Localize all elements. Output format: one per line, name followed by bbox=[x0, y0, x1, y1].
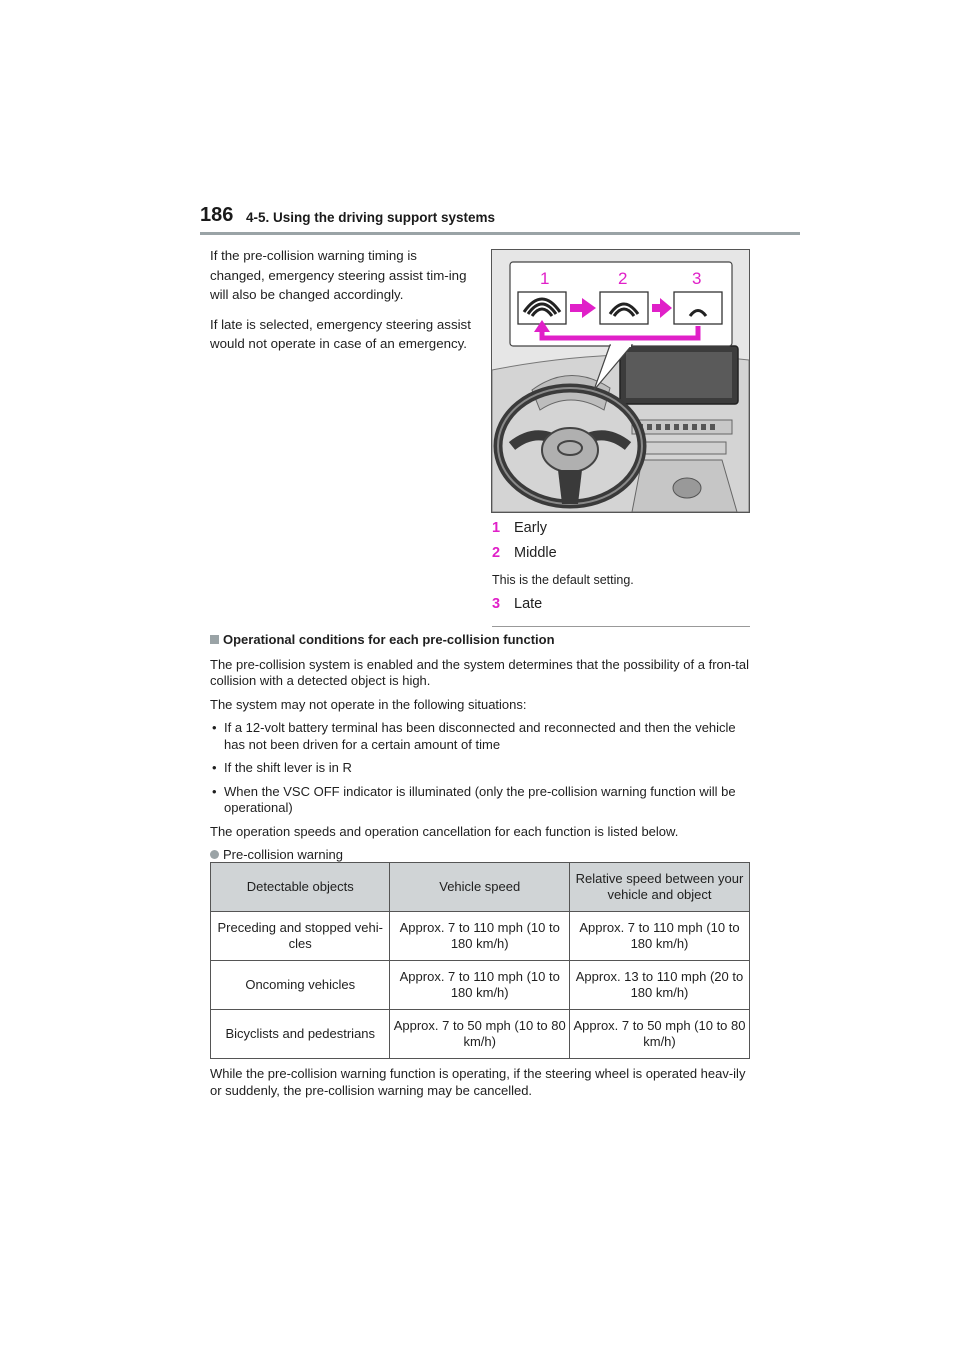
legend-item-early bbox=[492, 516, 752, 541]
table-cell: Oncoming vehicles bbox=[211, 961, 390, 1010]
legend-number: 2 bbox=[492, 545, 501, 561]
situation-list bbox=[210, 720, 750, 817]
cancellation-note: While the pre-collision warning function is operating, if the steering wheel is operated heav-ily or suddenly, the pre-collision warning may be cancelled. bbox=[210, 1066, 746, 1098]
list-item: • When the VSC OFF indicator is illuminated (only the pre-collision warning function will be operational) bbox=[210, 784, 750, 817]
operational-heading: Operational conditions for each pre-collision function bbox=[210, 632, 750, 649]
page-number: 186 bbox=[200, 204, 234, 226]
legend-number: 3 bbox=[492, 596, 501, 612]
column-header: Relative speed between your vehicle and object bbox=[569, 863, 749, 912]
callout-number-2: 2 bbox=[618, 269, 628, 288]
operational-conditions bbox=[210, 632, 750, 871]
list-item: • If a 12-volt battery terminal has been disconnected and reconnected and then the vehicle has not been driven for a certain amount of time bbox=[210, 720, 750, 753]
timing-legend bbox=[492, 516, 752, 617]
circle-bullet-icon bbox=[210, 850, 219, 859]
dashboard-illustration-svg bbox=[492, 250, 749, 512]
dashboard-illustration bbox=[491, 249, 750, 513]
table-cell: Approx. 13 to 110 mph (20 to 180 km/h) bbox=[569, 961, 749, 1010]
page-header bbox=[200, 204, 800, 236]
pre-collision-warning-table bbox=[210, 862, 750, 1059]
table-cell: Approx. 7 to 50 mph (10 to 80 km/h) bbox=[569, 1010, 749, 1059]
operational-paragraph-1: The pre-collision system is enabled and the system determines that the possibility of a fron-tal collision with a detected object is high. bbox=[210, 656, 750, 688]
default-setting-note: This is the default setting. bbox=[492, 573, 634, 587]
table-row bbox=[211, 912, 750, 961]
legend-label: Late bbox=[514, 596, 543, 612]
table-cell: Approx. 7 to 110 mph (10 to 180 km/h) bbox=[390, 912, 569, 961]
square-bullet-icon bbox=[210, 635, 219, 644]
section-title: 4-5. Using the driving support systems bbox=[246, 210, 496, 225]
callout-number-3: 3 bbox=[692, 269, 702, 288]
table-cell: Bicyclists and pedestrians bbox=[211, 1010, 390, 1059]
intro-paragraph-1: If the pre-collision warning timing is changed, emergency steering assist tim-ing will also be changed accordingly. bbox=[210, 248, 467, 302]
legend-label: Middle bbox=[514, 545, 557, 561]
table-cell: Approx. 7 to 50 mph (10 to 80 km/h) bbox=[390, 1010, 569, 1059]
table-row bbox=[211, 1010, 750, 1059]
legend-label: Early bbox=[514, 520, 548, 536]
intro-paragraph-2: If late is selected, emergency steering assist would not operate in case of an emergency. bbox=[210, 316, 471, 351]
table-cell: Approx. 7 to 110 mph (10 to 180 km/h) bbox=[569, 912, 749, 961]
timing-indicator-late bbox=[674, 292, 722, 324]
intro-text bbox=[210, 246, 472, 364]
column-header: Detectable objects bbox=[211, 863, 390, 912]
legend-number: 1 bbox=[492, 520, 501, 536]
table-cell: Approx. 7 to 110 mph (10 to 180 km/h) bbox=[390, 961, 569, 1010]
pre-collision-warning-heading: Pre-collision warning bbox=[210, 847, 750, 864]
table-header-row bbox=[211, 863, 750, 912]
list-item: • If the shift lever is in R bbox=[210, 760, 750, 777]
operational-paragraph-2: The system may not operate in the following situations: bbox=[210, 696, 527, 712]
legend-item-late bbox=[492, 592, 752, 617]
column-header: Vehicle speed bbox=[390, 863, 569, 912]
legend-item-middle bbox=[492, 541, 752, 566]
operational-paragraph-3: The operation speeds and operation cancellation for each function is listed below. bbox=[210, 823, 679, 839]
section-divider bbox=[492, 626, 750, 627]
table-cell: Preceding and stopped vehi-cles bbox=[211, 912, 390, 961]
header-rule bbox=[200, 232, 800, 235]
callout-number-1: 1 bbox=[540, 269, 550, 288]
table-row bbox=[211, 961, 750, 1010]
